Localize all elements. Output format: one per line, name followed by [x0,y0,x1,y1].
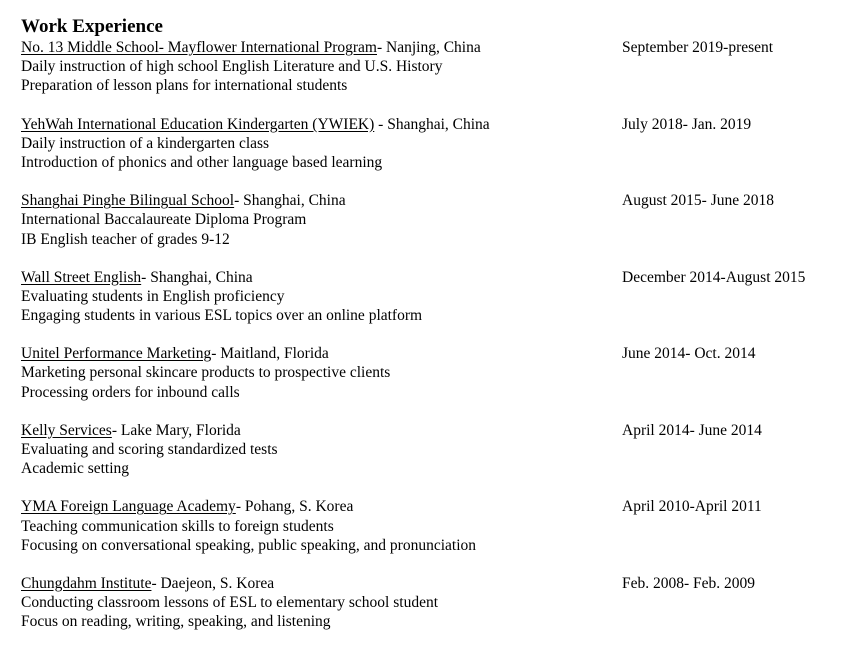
duty-line: Focusing on conversational speaking, public speaking, and pronunciation [21,536,477,554]
employment-dates: Feb. 2008- Feb. 2009 [622,574,756,592]
experience-entry [21,115,831,173]
experience-entry [21,268,831,326]
employment-dates: July 2018- Jan. 2019 [622,115,752,133]
employer-location: - Shanghai, China [234,192,346,210]
entry-header [21,574,831,593]
employment-dates: April 2010-April 2011 [622,498,762,516]
entry-header [21,38,831,57]
duty-line: IB English teacher of grades 9-12 [21,230,230,248]
experience-entry [21,344,831,402]
duty-line: International Baccalaureate Diploma Program [21,211,307,229]
duty-line: Preparation of lesson plans for international students [21,77,348,95]
employment-dates: December 2014-August 2015 [622,268,806,286]
employer-location: - Lake Mary, Florida [111,421,241,439]
duty-line: Focus on reading, writing, speaking, and listening [21,613,331,631]
employer-name: Wall Street English [21,268,142,286]
duty-line: Processing orders for inbound calls [21,383,240,401]
employer-location: - Pohang, S. Korea [235,498,354,516]
duty-line: Introduction of phonics and other language based learning [21,153,383,171]
employer-name: YMA Foreign Language Academy [21,498,236,516]
entry-header [21,421,831,440]
duty-line: Evaluating and scoring standardized tests [21,441,278,458]
duty-line: Teaching communication skills to foreign students [21,517,334,535]
entry-header [21,115,831,134]
entry-header [21,497,831,516]
duty-line: Daily instruction of a kindergarten class [21,134,270,152]
experience-entry [21,574,831,632]
experience-entry [21,38,831,96]
duty-line: Engaging students in various ESL topics over an online platform [21,307,423,325]
section-title: Work Experience [21,16,163,37]
duty-line: Academic setting [21,460,130,478]
employer-name: Kelly Services [21,421,112,439]
entry-header [21,191,831,210]
employment-dates: April 2014- June 2014 [622,421,762,439]
employer-name: YehWah International Education Kindergarten (YWIEK) [21,115,375,133]
employment-dates: June 2014- Oct. 2014 [622,345,756,363]
employer-name: Chungdahm Institute [21,574,152,592]
experience-entry [21,497,831,555]
employer-name: No. 13 Middle School- Mayflower International Program [21,39,377,56]
duty-line: Conducting classroom lessons of ESL to elementary school student [21,594,439,612]
entry-header [21,268,831,287]
employment-dates: August 2015- June 2018 [622,192,774,210]
employment-dates: September 2019-present [622,39,774,56]
duty-line: Evaluating students in English proficiency [21,287,285,305]
employer-location: - Shanghai, China [141,268,253,286]
work-experience-section [21,16,831,651]
employer-name: Unitel Performance Marketing [21,345,212,363]
employer-location: - Daejeon, S. Korea [151,574,275,592]
employer-location: - Nanjing, China [377,39,481,56]
entry-header [21,344,831,363]
employer-location: - Shanghai, China [374,115,490,133]
employer-name: Shanghai Pinghe Bilingual School [21,192,235,210]
experience-entry [21,421,831,479]
experience-entry [21,191,831,249]
employer-location: - Maitland, Florida [211,345,329,363]
duty-line: Daily instruction of high school English Literature and U.S. History [21,58,443,76]
duty-line: Marketing personal skincare products to prospective clients [21,364,391,382]
